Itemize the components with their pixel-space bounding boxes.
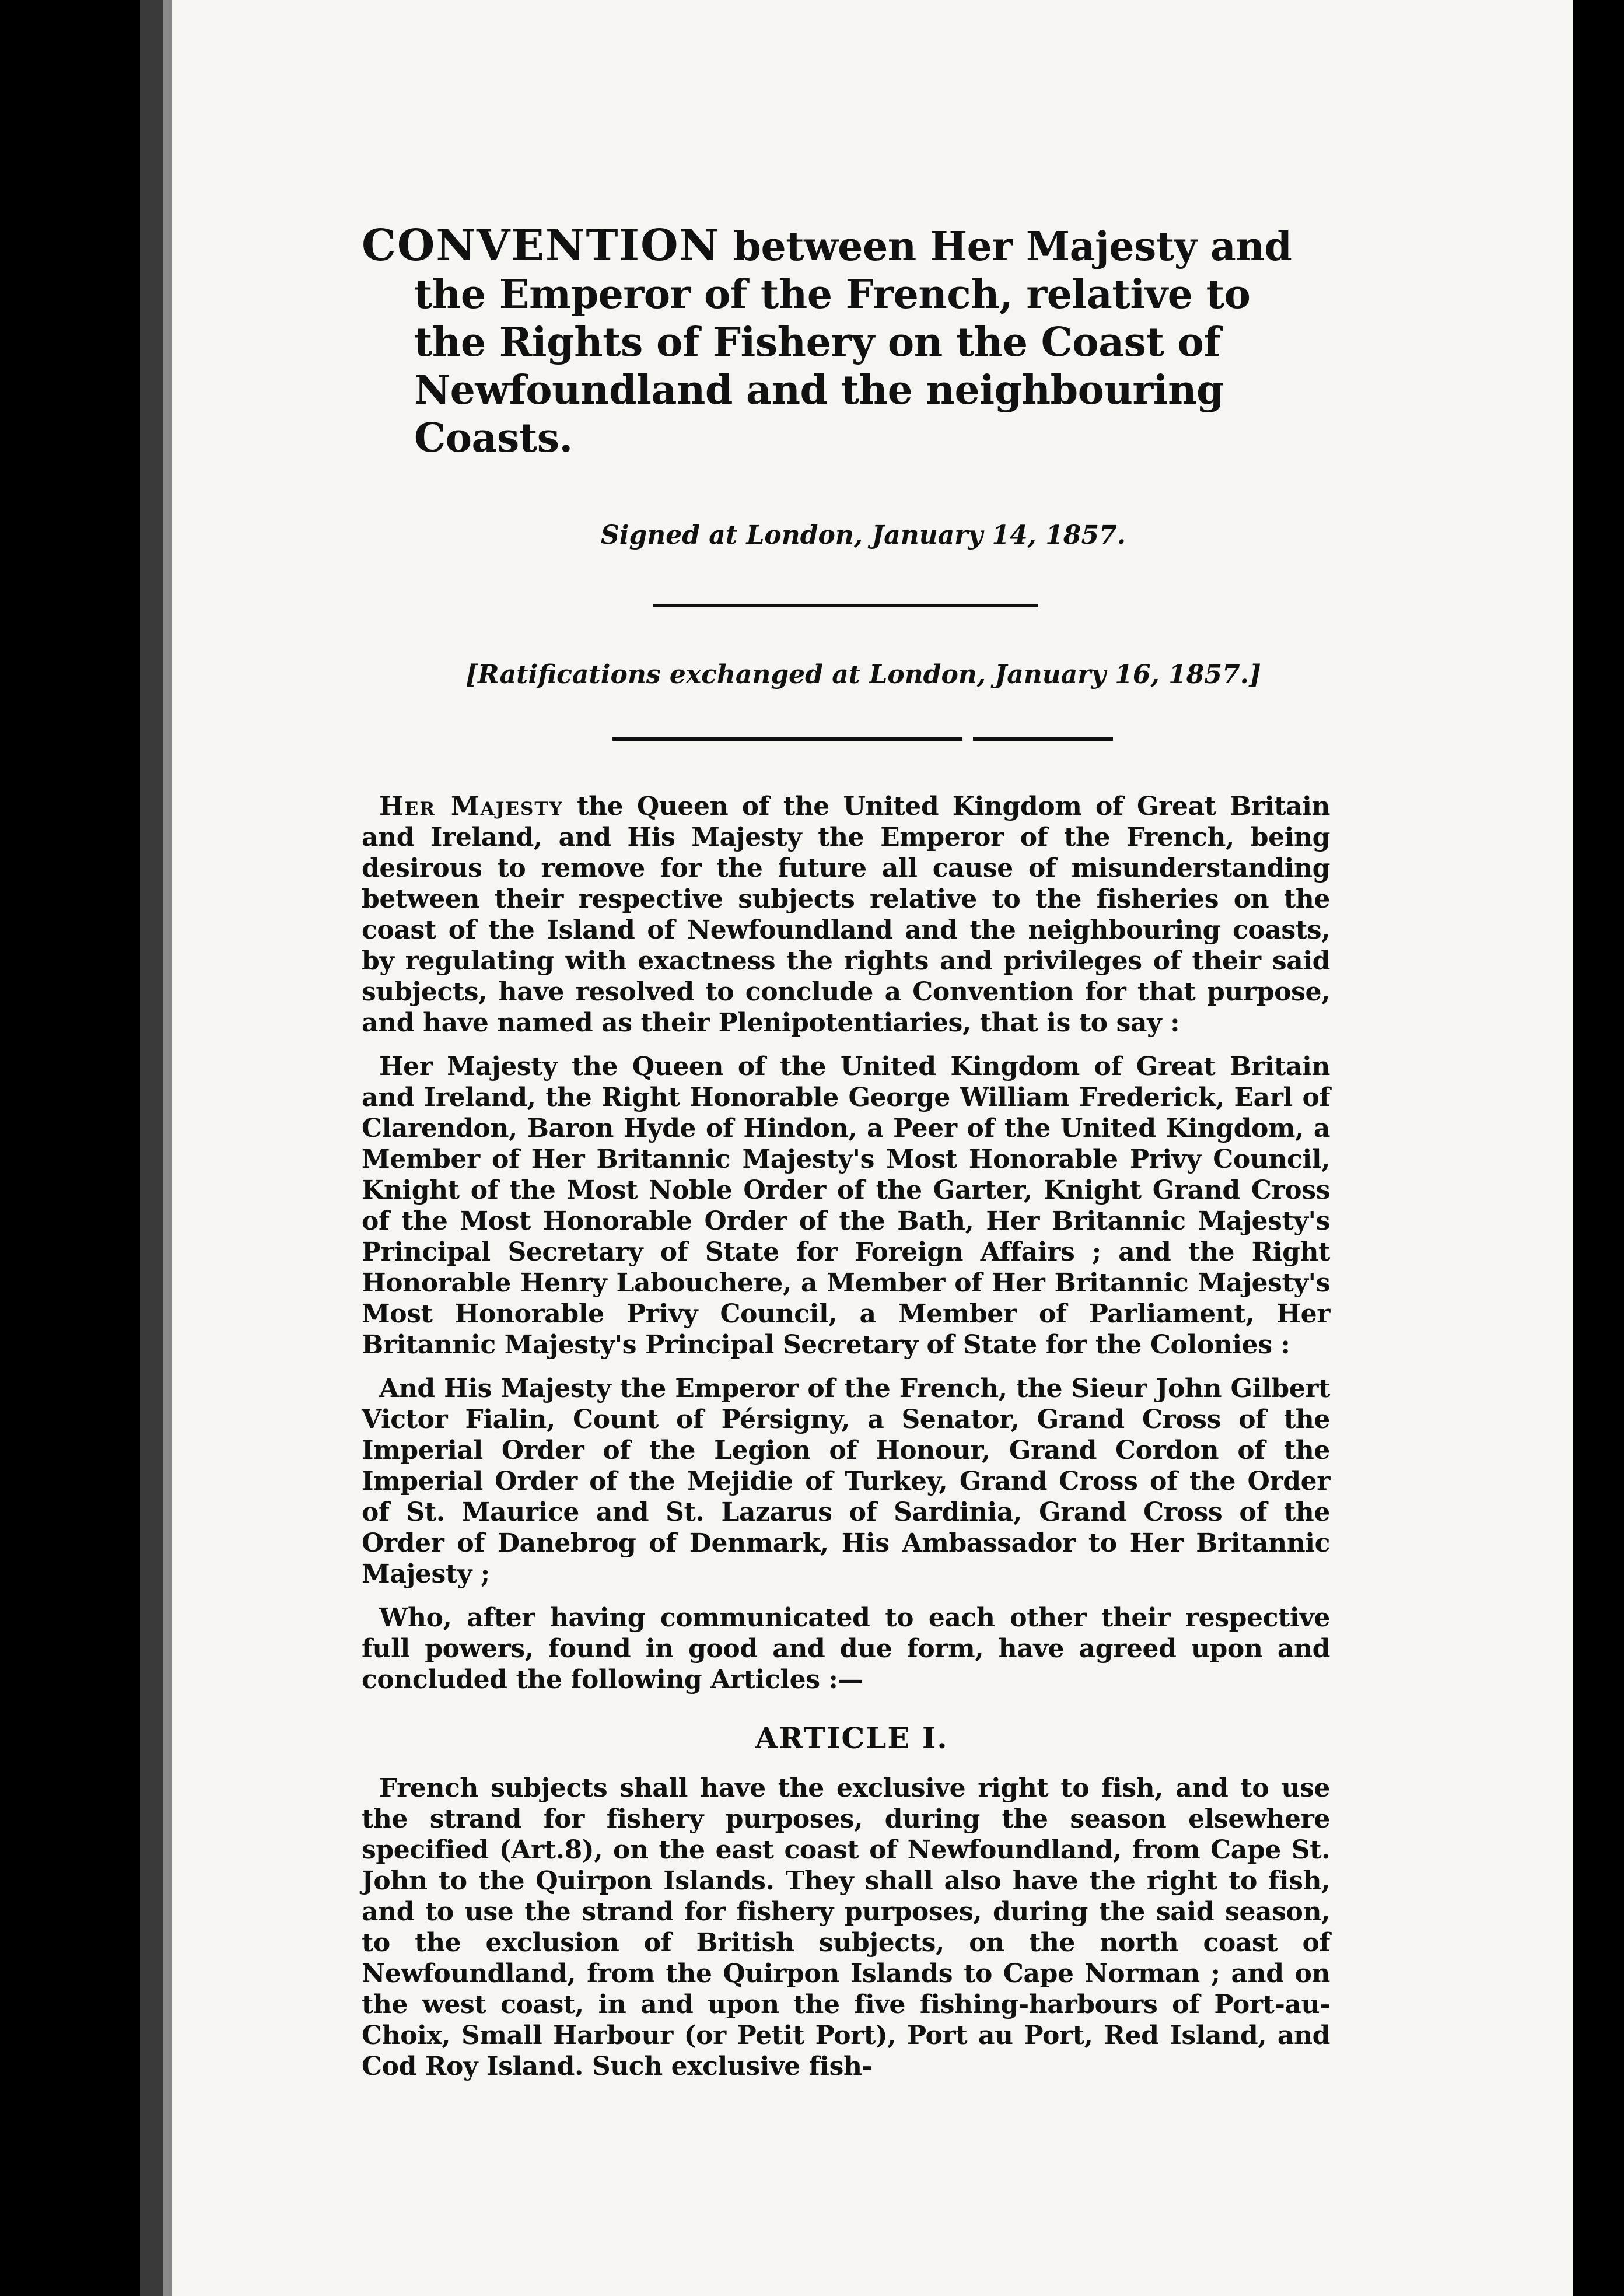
divider-rule-double bbox=[362, 737, 1330, 743]
preamble-rest: the Queen of the United Kingdom of Great Britain and Ireland, and His Majesty the Emperor of the French, being desirous to remove for the future all cause of misunderstanding between their respective subjects relative to the fisheries on the coast of the Island of Newfoundland and the neighbouring coasts, by regulating with exactness the rights and privileges of their said subjects, have resolved to conclude a Convention for that purpose, and have named as their Plenipotentiaries, that is to say : bbox=[362, 792, 1331, 1038]
binding-edge bbox=[163, 0, 172, 2296]
article-heading: ARTICLE I. bbox=[755, 1721, 949, 1755]
document-title bbox=[362, 222, 1330, 462]
ratifications-line: [Ratifications exchanged at London, January 16, 1857.] bbox=[466, 660, 1261, 690]
divider-rule bbox=[653, 604, 1038, 607]
divider-rule-left bbox=[612, 737, 963, 741]
preamble-lead: Her Majesty bbox=[379, 792, 564, 821]
title-lead: CONVENTION bbox=[362, 220, 720, 271]
preamble-paragraph bbox=[362, 791, 1330, 1038]
divider-rule-right bbox=[973, 737, 1113, 741]
british-plenipotentiaries-paragraph: Her Majesty the Queen of the United Kingdom of Great Britain and Ireland, the Right Honorable George William Frederick, Earl of Clarendon, Baron Hyde of Hindon, a Peer of the United Kingdom, a Member of Her Britannic Majesty's Most Honorable Privy Council, Knight of the Most Noble Order of the Garter, Knight Grand Cross of the Most Honorable Order of the Bath, Her Britannic Majesty's Principal Secretary of State for Foreign Affairs ; and the Right Honorable Henry Labouchere, a Member of Her Britannic Majesty's Most Honorable Privy Council, a Member of Parliament, Her Britannic Majesty's Principal Secretary of State for the Colonies : bbox=[362, 1052, 1330, 1360]
french-plenipotentiary-paragraph: And His Majesty the Emperor of the French, the Sieur John Gilbert Victor Fialin, Count of Pérsigny, a Senator, Grand Cross of the Imperial Order of the Legion of Honour, Grand Cordon of the Imperial Order of the Mejidie of Turkey, Grand Cross of the Order of St. Maurice and St. Lazarus of Sardinia, Grand Cross of the Order of Danebrog of Denmark, His Ambassador to Her Britannic Majesty ; bbox=[362, 1374, 1330, 1589]
article-1-paragraph: French subjects shall have the exclusive right to fish, and to use the strand for fishery purposes, during the season elsewhere specified (Art.8), on the east coast of Newfoundland, from Cape St. John to the Quirpon Islands. They shall also have the right to fish, and to use the strand for fishery purposes, during the said season, to the exclusion of British subjects, on the north coast of Newfoundland, from the Quirpon Islands to Cape Norman ; and on the west coast, in and upon the five fishing-harbours of Port-au-Choix, Small Harbour (or Petit Port), Port au Port, Red Island, and Cod Roy Island. Such exclusive fish- bbox=[362, 1773, 1330, 2081]
binding-shadow bbox=[140, 0, 163, 2296]
scan-right-edge bbox=[1573, 0, 1624, 2296]
signed-line: Signed at London, January 14, 1857. bbox=[600, 520, 1126, 550]
agreement-paragraph: Who, after having communicated to each other their respective full powers, found in good and due form, have agreed upon and concluded the following Articles :— bbox=[362, 1603, 1330, 1695]
document-body bbox=[362, 222, 1330, 2095]
title-rest: between Her Majesty and the Emperor of the French, relative to the Rights of Fishery on the Coast of Newfoundland and the neighbouring Coasts. bbox=[414, 223, 1292, 461]
